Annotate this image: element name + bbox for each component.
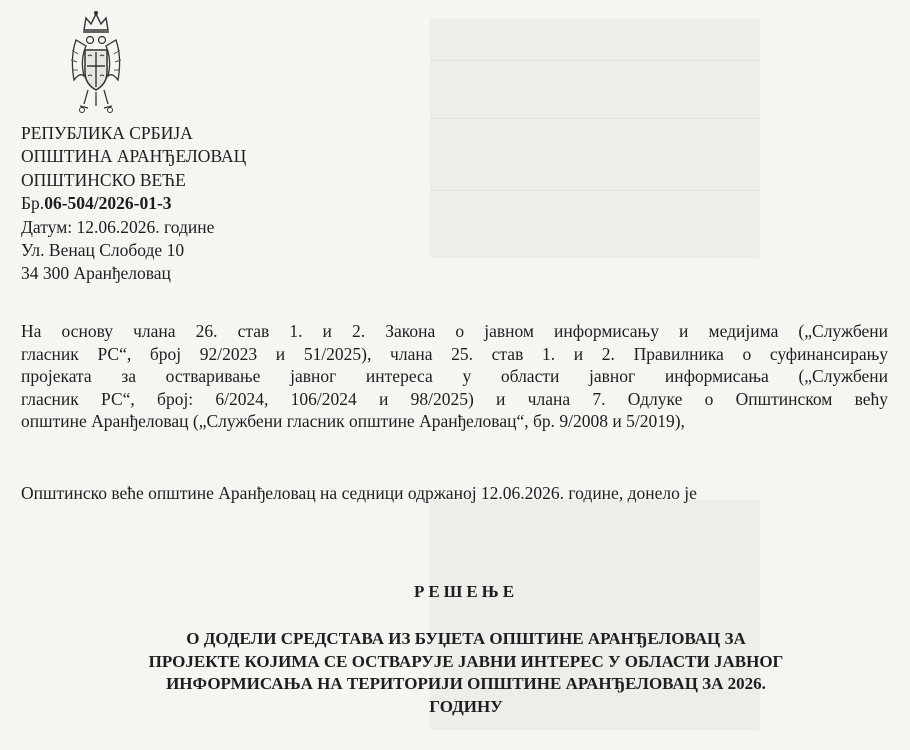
document-number-value: 06-504/2026-01-3 xyxy=(44,193,172,214)
document-number xyxy=(21,192,246,215)
document-date: Датум: 12.06.2026. године xyxy=(21,216,215,237)
paragraph-line: пројеката за остваривање јавног интереса у области јавног информисања („Службени xyxy=(21,366,888,386)
letterhead xyxy=(21,122,246,286)
serbian-coat-of-arms-icon xyxy=(66,10,126,118)
council-name: ОПШТИНСКО ВЕЋЕ xyxy=(21,169,186,190)
document-number-prefix: Бр. xyxy=(21,193,45,214)
legal-basis-paragraph xyxy=(21,320,888,433)
street-address: Ул. Венац Слободе 10 xyxy=(21,240,185,261)
decision-subtitle xyxy=(0,628,910,718)
decision-intro: Општинско веће општине Аранђеловац на седници одржаној 12.06.2026. године, донело је xyxy=(21,483,697,503)
paragraph-line: гласник РС“, број 92/2023 и 51/2025), члана 25. став 1. и 2. Правилника о суфинансирању xyxy=(21,343,888,364)
decision-title: РЕШЕЊЕ xyxy=(413,582,519,601)
subtitle-line: ГОДИНУ xyxy=(429,696,503,716)
bleed-through-line xyxy=(430,118,760,119)
country-name: РЕПУБЛИКА СРБИЈА xyxy=(21,123,193,143)
subtitle-line: ИНФОРМИСАЊА НА ТЕРИТОРИЈИ ОПШТИНЕ АРАНЂЕЛОВАЦ ЗА 2026. xyxy=(166,674,766,693)
bleed-through-line xyxy=(430,60,760,61)
bleed-through-line xyxy=(430,190,760,191)
subtitle-line: ПРОЈЕКТЕ КОЈИМА СЕ ОСТВАРУЈЕ ЈАВНИ ИНТЕРЕС У ОБЛАСТИ ЈАВНОГ xyxy=(148,651,784,671)
municipality-name: ОПШТИНА АРАНЂЕЛОВАЦ xyxy=(21,146,247,167)
paragraph-line: гласник РС“, број: 6/2024, 106/2024 и 98/2025) и члана 7. Одлуке о Општинском већу xyxy=(21,388,888,409)
paragraph-line: општине Аранђеловац („Службени гласник општине Аранђеловац“, бр. 9/2008 и 5/2019), xyxy=(21,411,685,431)
city-address: 34 300 Аранђеловац xyxy=(21,263,171,284)
subtitle-line: О ДОДЕЛИ СРЕДСТАВА ИЗ БУЏЕТА ОПШТИНЕ АРАНЂЕЛОВАЦ ЗА xyxy=(186,629,746,648)
paragraph-line: На основу члана 26. став 1. и 2. Закона о јавном информисању и медијима („Службени xyxy=(21,321,888,341)
bleed-through xyxy=(430,18,760,258)
